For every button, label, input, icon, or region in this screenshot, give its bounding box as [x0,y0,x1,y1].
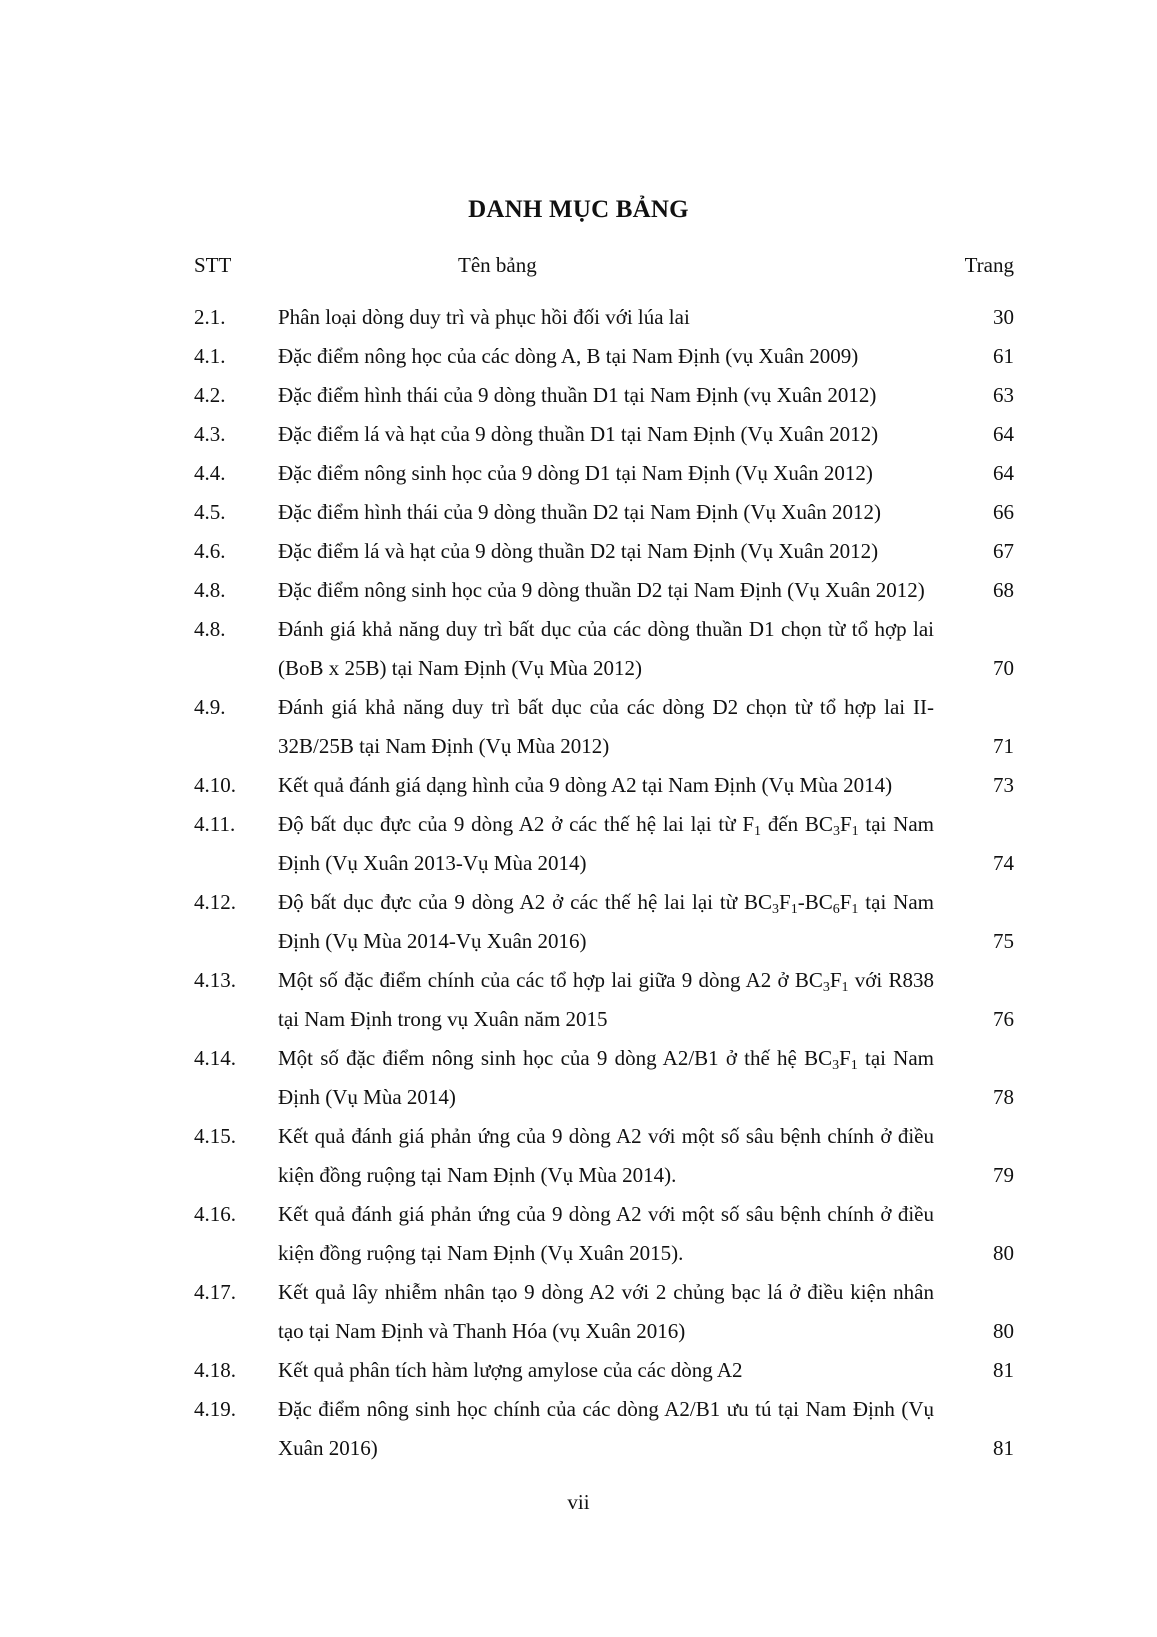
row-number: 2.1. [194,305,226,329]
row-number: 4.9. [194,695,226,719]
header-page: Trang [964,253,1014,277]
row-page-number: 63 [993,383,1014,407]
row-number: 4.2. [194,383,226,407]
row-page-number: 67 [993,539,1014,563]
row-number: 4.14. [194,1046,236,1070]
table-row [194,610,1014,688]
row-number: 4.5. [194,500,226,524]
table-row [194,1195,1014,1273]
title-text: Đặc điểm lá và hạt của 9 dòng thuần D1 tại Nam Định (Vụ Xuân 2012) [278,422,879,446]
row-title [278,610,934,688]
row-number: 4.13. [194,968,236,992]
row-number: 4.10. [194,773,236,797]
page-number: vii [567,1490,590,1514]
table-row [194,1390,1014,1468]
row-number: 4.16. [194,1202,236,1226]
row-title [278,571,934,610]
title-text: Đánh giá khả năng duy trì bất dục của các dòng D2 chọn từ tổ hợp lai II-32B/25B tại Nam Định (Vụ Mùa 2012) [278,695,934,758]
title-text: Đặc điểm nông sinh học chính của các dòng A2/B1 ưu tú tại Nam Định (Vụ Xuân 2016) [278,1397,934,1460]
row-title [278,961,934,1039]
row-page-number: 79 [993,1163,1014,1187]
title-text: F [779,890,791,914]
title-text: với R838 tại Nam Định trong vụ Xuân năm 2015 [278,968,934,1031]
row-page-number: 73 [993,773,1014,797]
row-page-number: 61 [993,344,1014,368]
row-number: 4.12. [194,890,236,914]
title-text: Đặc điểm nông học của các dòng A, B tại Nam Định (vụ Xuân 2009) [278,344,859,368]
title-text: Một số đặc điểm chính của các tổ hợp lai giữa 9 dòng A2 ở BC [278,968,823,992]
header-table-name: Tên bảng [458,253,537,277]
table-row [194,493,1014,532]
row-title [278,415,934,454]
title-text: Phân loại dòng duy trì và phục hồi đối với lúa lai [278,305,690,329]
row-number: 4.8. [194,617,226,641]
row-number: 4.1. [194,344,226,368]
table-row [194,961,1014,1039]
title-text: tại Nam Định (Vụ Mùa 2014) [278,1046,934,1109]
row-title [278,1351,934,1390]
row-title [278,454,934,493]
row-title [278,493,934,532]
subscript-text: 1 [790,902,798,917]
subscript-text: 1 [754,824,762,839]
row-page-number: 74 [993,851,1014,875]
table-row [194,571,1014,610]
row-title [278,298,934,337]
row-title [278,883,934,961]
row-title [278,1039,934,1117]
page-title: DANH MỤC BẢNG [468,196,689,223]
row-title [278,1390,934,1468]
row-number: 4.3. [194,422,226,446]
row-number: 4.6. [194,539,226,563]
title-text: Độ bất dục đực của 9 dòng A2 ở các thế hệ lai lại từ BC [278,890,773,914]
row-page-number: 78 [993,1085,1014,1109]
table-row [194,415,1014,454]
table-row [194,376,1014,415]
row-number: 4.4. [194,461,226,485]
title-text: Kết quả đánh giá phản ứng của 9 dòng A2 với một số sâu bệnh chính ở điều kiện đồng ruộng tại Nam Định (Vụ Mùa 2014). [278,1124,934,1187]
title-text: tại Nam Định (Vụ Xuân 2013-Vụ Mùa 2014) [278,812,934,875]
title-text: Đặc điểm hình thái của 9 dòng thuần D1 tại Nam Định (vụ Xuân 2012) [278,383,877,407]
title-text: Đặc điểm lá và hạt của 9 dòng thuần D2 tại Nam Định (Vụ Xuân 2012) [278,539,879,563]
row-title [278,1117,934,1195]
table-row [194,1117,1014,1195]
row-page-number: 70 [993,656,1014,680]
row-page-number: 64 [993,422,1014,446]
table-header [194,253,1014,283]
subscript-text: 1 [851,824,859,839]
header-stt: STT [194,253,232,277]
row-title [278,376,934,415]
subscript-text: 3 [772,902,780,917]
subscript-text: 1 [841,980,849,995]
row-number: 4.17. [194,1280,236,1304]
row-title [278,337,934,376]
row-page-number: 80 [993,1241,1014,1265]
title-text: Kết quả lây nhiễm nhân tạo 9 dòng A2 với 2 chủng bạc lá ở điều kiện nhân tạo tại Nam Định và Thanh Hóa (vụ Xuân 2016) [278,1280,934,1343]
table-row [194,532,1014,571]
subscript-text: 3 [832,1058,840,1073]
title-text: F [839,1046,851,1070]
table-row [194,298,1014,337]
row-page-number: 68 [993,578,1014,602]
row-number: 4.11. [194,812,236,836]
title-text: Đặc điểm nông sinh học của 9 dòng D1 tại Nam Định (Vụ Xuân 2012) [278,461,873,485]
table-row [194,337,1014,376]
row-title [278,766,934,805]
row-number: 4.15. [194,1124,236,1148]
title-text: -BC [797,890,833,914]
row-title [278,688,934,766]
row-title [278,805,934,883]
table-row [194,454,1014,493]
row-title [278,1273,934,1351]
row-number: 4.18. [194,1358,236,1382]
table-row [194,1039,1014,1117]
title-text: Kết quả đánh giá phản ứng của 9 dòng A2 với một số sâu bệnh chính ở điều kiện đồng ruộng tại Nam Định (Vụ Xuân 2015). [278,1202,934,1265]
row-title [278,1195,934,1273]
title-text: F [829,968,842,992]
title-text: Kết quả đánh giá dạng hình của 9 dòng A2 tại Nam Định (Vụ Mùa 2014) [278,773,893,797]
row-page-number: 30 [993,305,1014,329]
subscript-text: 1 [850,1058,858,1073]
title-text: đến BC [761,812,833,836]
subscript-text: 1 [851,902,859,917]
title-text: Độ bất dục đực của 9 dòng A2 ở các thế hệ lai lại từ F [278,812,755,836]
row-number: 4.19. [194,1397,236,1421]
row-title [278,532,934,571]
table-list [194,298,1014,1468]
row-page-number: 80 [993,1319,1014,1343]
table-row [194,1351,1014,1390]
row-page-number: 81 [993,1436,1014,1460]
row-page-number: 75 [993,929,1014,953]
row-number: 4.8. [194,578,226,602]
row-page-number: 71 [993,734,1014,758]
table-row [194,766,1014,805]
title-text: Một số đặc điểm nông sinh học của 9 dòng A2/B1 ở thế hệ BC [278,1046,833,1070]
title-text: Đặc điểm hình thái của 9 dòng thuần D2 tại Nam Định (Vụ Xuân 2012) [278,500,882,524]
title-text: tại Nam Định (Vụ Mùa 2014-Vụ Xuân 2016) [278,890,935,953]
title-text: F [839,890,852,914]
row-page-number: 66 [993,500,1014,524]
subscript-text: 3 [832,824,840,839]
title-text: F [839,812,852,836]
table-row [194,1273,1014,1351]
subscript-text: 6 [832,902,840,917]
row-page-number: 76 [993,1007,1014,1031]
subscript-text: 3 [822,980,830,995]
table-row [194,805,1014,883]
row-page-number: 64 [993,461,1014,485]
row-page-number: 81 [993,1358,1014,1382]
table-row [194,688,1014,766]
table-row [194,883,1014,961]
title-text: Đặc điểm nông sinh học của 9 dòng thuần D2 tại Nam Định (Vụ Xuân 2012) [278,578,925,602]
title-text: Kết quả phân tích hàm lượng amylose của các dòng A2 [278,1358,743,1382]
title-text: Đánh giá khả năng duy trì bất dục của các dòng thuần D1 chọn từ tổ hợp lai (BoB x 25B) tại Nam Định (Vụ Mùa 2012) [278,617,934,680]
